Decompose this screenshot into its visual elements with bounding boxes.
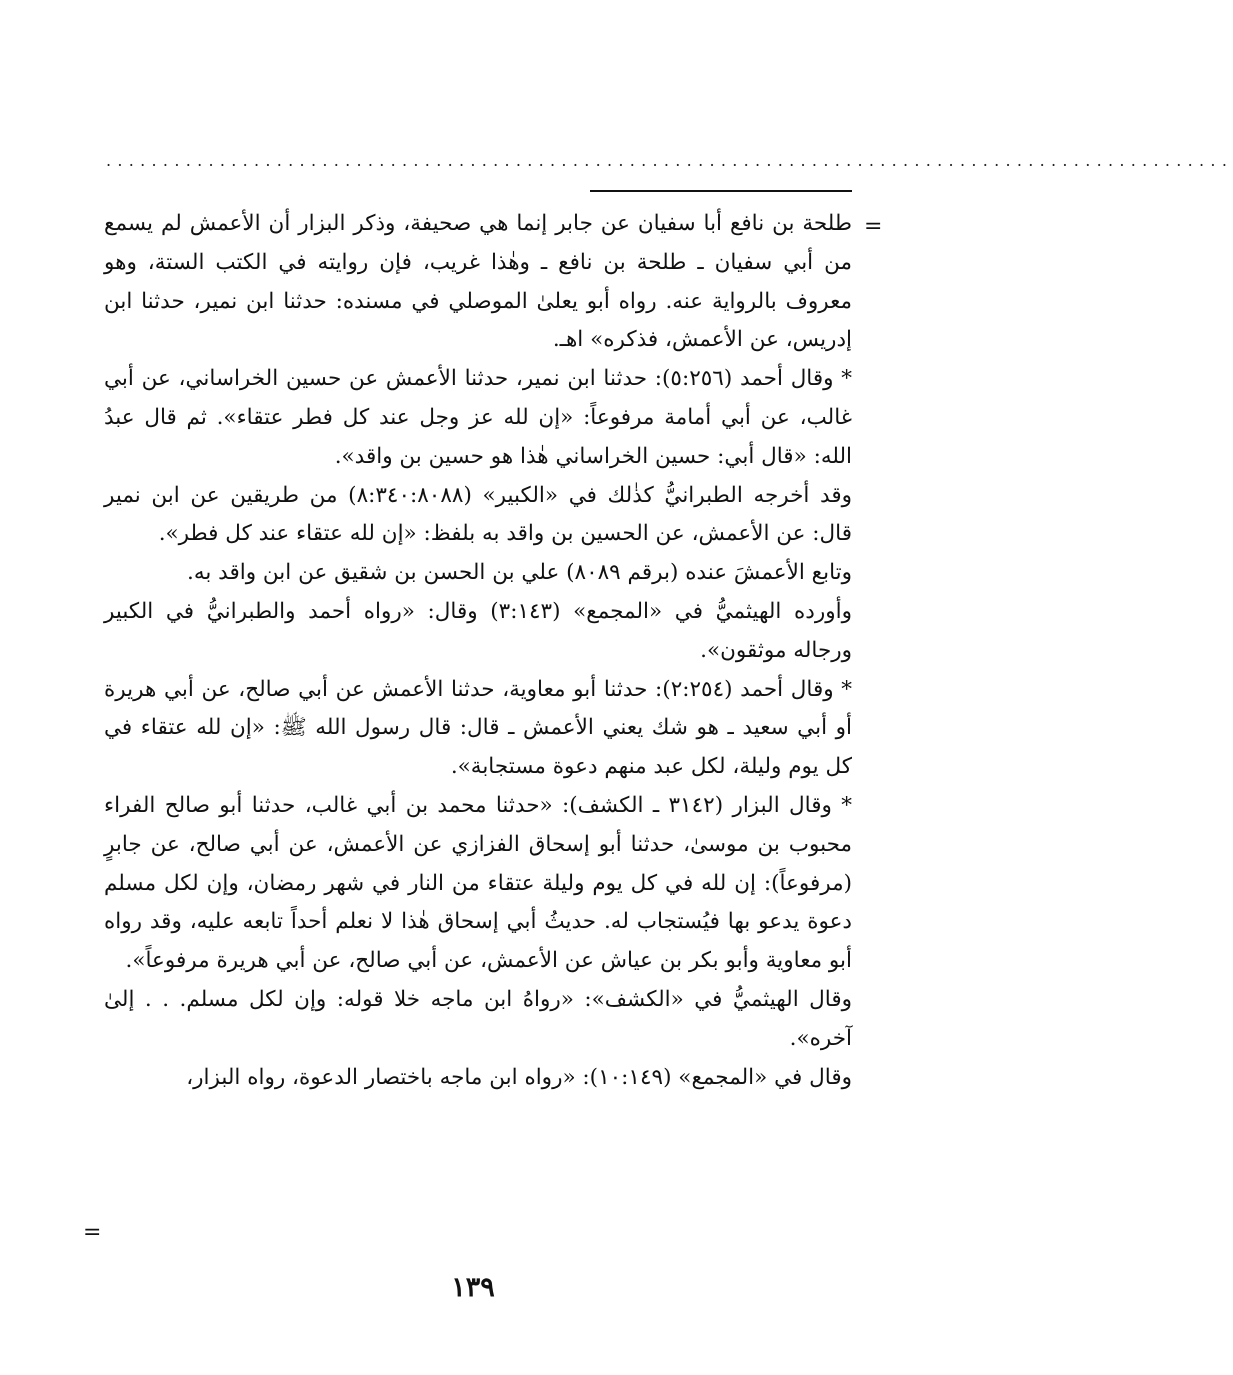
paragraph: * وقال البزار (٣١٤٢ ـ الكشف): «حدثنا محمد بن أبي غالب، حدثنا أبو صالح الفراء محبوب بن موسىٰ، حدثنا أبو إسحاق الفزازي عن الأعمش، عن أبي صالح، عن جابرٍ (مرفوعاً): إن لله في كل يوم وليلة عتقاء من النار في شهر رمضان، وإن لكل مسلم دعوة يدعو بها فيُستجاب له. حديثُ أبي إسحاق هٰذا لا نعلم أحداً تابعه عليه، وقد رواه أبو معاوية وأبو بكر بن عياش عن الأعمش، عن أبي صالح، عن أبي هريرة مرفوعاً». (104, 792, 852, 974)
footnote-text (104, 205, 852, 1097)
paragraph: وأورده الهيثميُّ في «المجمع» (٣:١٤٣) وقال: «رواه أحمد والطبرانيُّ في الكبير ورجاله موثقون». (104, 598, 853, 663)
paragraph: طلحة بن نافع أبا سفيان عن جابر إنما هي صحيفة، وذكر البزار أن الأعمش لم يسمع من أبي سفيان ـ طلحة بن نافع ـ وهٰذا غريب، فإن روايته في الكتب الستة، وهو معروف بالرواية عنه. رواه أبو يعلىٰ الموصلي في مسنده: حدثنا ابن نمير، حدثنا ابن إدريس، عن الأعمش، فذكره» اهـ. (104, 211, 853, 353)
continuation-mark-bottom: = (83, 1220, 102, 1245)
paragraph: * وقال أحمد (٢:٢٥٤): حدثنا أبو معاوية، حدثنا الأعمش عن أبي صالح، عن أبي هريرة أو أبي سعيد ـ هو شك يعني الأعمش ـ قال: قال رسول الله ﷺ: «إن لله عتقاء في كل يوم وليلة، لكل عبد منهم دعوة مستجابة». (104, 676, 852, 780)
paragraph: وقال الهيثميُّ في «الكشف»: «رواهُ ابن ماجه خلا قوله: وإن لكل مسلم. . . إلىٰ آخره». (104, 986, 852, 1051)
footnote-rule (590, 190, 852, 192)
page-number: ١٣٩ (451, 1272, 495, 1303)
paragraph: وتابع الأعمشَ عنده (برقم ٨٠٨٩) علي بن الحسن بن شقيق عن ابن واقد به. (187, 560, 852, 586)
paragraph: وقد أخرجه الطبرانيُّ كذٰلك في «الكبير» (٨:٣٤٠:٨٠٨٨) من طريقين عن ابن نمير قال: عن الأعمش، عن الحسين بن واقد به بلفظ: «إن لله عتقاء عند كل فطر». (104, 482, 853, 547)
continuation-mark-top: = (864, 214, 883, 239)
dotted-separator: ................................................................................................... (106, 151, 1233, 170)
paragraph: وقال في «المجمع» (١٠:١٤٩): «رواه ابن ماجه باختصار الدعوة، رواه البزار، (186, 1064, 852, 1090)
paragraph: * وقال أحمد (٥:٢٥٦): حدثنا ابن نمير، حدثنا الأعمش عن حسين الخراساني، عن أبي غالب، عن أبي أمامة مرفوعاً: «إن لله عز وجل عند كل فطر عتقاء». ثم قال عبدُ الله: «قال أبي: حسين الخراساني هٰذا هو حسين بن واقد». (104, 366, 853, 469)
